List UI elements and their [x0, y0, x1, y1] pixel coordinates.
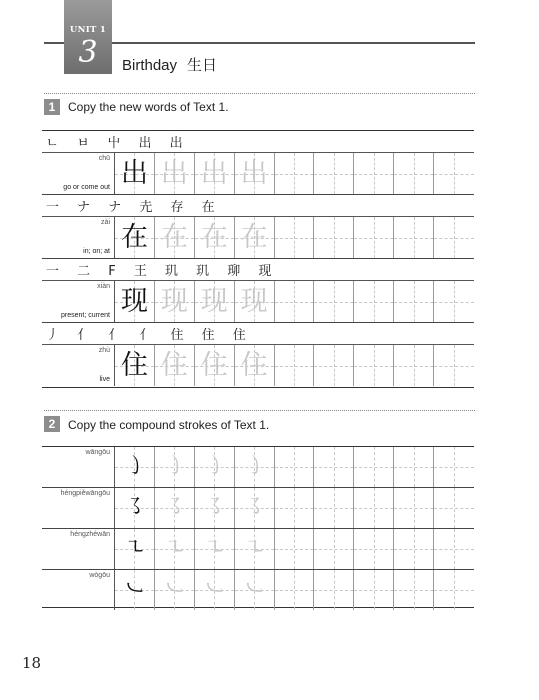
lesson-title-en: Birthday — [122, 57, 178, 74]
stroke-order-row — [42, 131, 474, 153]
trace-stroke: ㇍ — [203, 536, 226, 561]
trace-character: 现 — [160, 286, 188, 317]
trace-stroke: ㇁ — [163, 454, 186, 479]
trace-character: 现 — [200, 286, 228, 317]
english-meaning: go or come out — [63, 184, 110, 191]
section-number-badge: 1 — [44, 99, 60, 115]
model-character: 住 — [120, 350, 148, 381]
practice-cell[interactable] — [314, 488, 354, 528]
stroke-row — [42, 488, 474, 529]
trace-stroke: ㇁ — [203, 454, 226, 479]
character-row — [42, 217, 474, 259]
trace-cell[interactable] — [155, 153, 195, 194]
practice-cell[interactable] — [434, 570, 474, 610]
trace-stroke: ㇃ — [163, 577, 186, 602]
character-row — [42, 153, 474, 195]
practice-cell[interactable] — [394, 488, 434, 528]
stroke-label-cell — [42, 447, 115, 487]
lesson-title-cn: 生日 — [187, 56, 218, 74]
model-character-cell — [115, 281, 155, 322]
practice-cell[interactable] — [354, 217, 394, 258]
practice-cell[interactable] — [354, 529, 394, 569]
stroke-order-sequence: 一 ナ ナ 圥 存 在 — [46, 200, 217, 215]
trace-cell[interactable] — [235, 345, 275, 386]
model-stroke: ㇍ — [123, 536, 146, 561]
practice-cell[interactable] — [354, 447, 394, 487]
lesson-title — [122, 54, 217, 75]
practice-cell[interactable] — [314, 529, 354, 569]
section-divider — [44, 410, 475, 411]
practice-cell[interactable] — [354, 570, 394, 610]
practice-cell[interactable] — [394, 529, 434, 569]
trace-cell[interactable] — [235, 447, 275, 487]
practice-cell[interactable] — [434, 217, 474, 258]
section-instruction: Copy the new words of Text 1. — [68, 100, 229, 114]
trace-stroke: ㇌ — [243, 495, 266, 520]
model-character-cell — [115, 345, 155, 386]
model-character: 在 — [120, 222, 148, 253]
unit-badge — [64, 0, 112, 74]
trace-stroke: ㇌ — [163, 495, 186, 520]
stroke-label-cell — [42, 570, 115, 610]
english-meaning: live — [99, 376, 110, 383]
model-character-cell — [115, 217, 155, 258]
trace-cell[interactable] — [235, 488, 275, 528]
character-practice-grid — [42, 130, 474, 388]
practice-cell[interactable] — [314, 345, 354, 386]
practice-cell[interactable] — [275, 345, 315, 386]
practice-cell[interactable] — [354, 281, 394, 322]
stroke-order-sequence: 丿 亻 亻 亻 住 住 住 — [46, 328, 248, 343]
page-number: 18 — [22, 654, 42, 672]
trace-stroke: ㇃ — [203, 577, 226, 602]
english-meaning: in; on; at — [83, 248, 110, 255]
pinyin: zhù — [98, 347, 110, 354]
practice-cell[interactable] — [314, 447, 354, 487]
stroke-row — [42, 447, 474, 488]
practice-cell[interactable] — [434, 345, 474, 386]
practice-cell[interactable] — [394, 447, 434, 487]
unit-number: 3 — [78, 35, 98, 70]
trace-character: 在 — [200, 222, 228, 253]
stroke-order-row — [42, 259, 474, 281]
stroke-name: héngzhéwān — [70, 531, 110, 538]
practice-cell[interactable] — [275, 447, 315, 487]
trace-cell[interactable] — [195, 217, 235, 258]
practice-cell[interactable] — [314, 217, 354, 258]
stroke-name: héngpiěwāngōu — [60, 490, 110, 497]
practice-cell[interactable] — [275, 488, 315, 528]
stroke-label-cell — [42, 488, 115, 528]
trace-cell[interactable] — [155, 281, 195, 322]
model-stroke: ㇃ — [123, 577, 146, 602]
practice-cell[interactable] — [394, 281, 434, 322]
trace-cell[interactable] — [235, 153, 275, 194]
trace-character: 现 — [240, 286, 268, 317]
trace-character: 在 — [240, 222, 268, 253]
model-stroke-cell — [115, 488, 155, 528]
model-character: 现 — [120, 286, 148, 317]
trace-cell[interactable] — [235, 217, 275, 258]
practice-cell[interactable] — [275, 153, 315, 194]
stroke-order-row — [42, 195, 474, 217]
trace-cell[interactable] — [155, 529, 195, 569]
stroke-row — [42, 529, 474, 570]
practice-cell[interactable] — [434, 529, 474, 569]
unit-label: UNIT 1 — [69, 25, 107, 35]
stroke-name: wògōu — [89, 572, 110, 579]
practice-cell[interactable] — [394, 570, 434, 610]
trace-cell[interactable] — [195, 447, 235, 487]
section-instruction: Copy the compound strokes of Text 1. — [68, 418, 270, 432]
model-stroke-cell — [115, 570, 155, 610]
trace-cell[interactable] — [195, 281, 235, 322]
trace-character: 住 — [200, 350, 228, 381]
practice-cell[interactable] — [434, 488, 474, 528]
practice-cell[interactable] — [314, 153, 354, 194]
trace-cell[interactable] — [155, 447, 195, 487]
model-stroke-cell — [115, 447, 155, 487]
pinyin: chū — [98, 155, 110, 162]
stroke-row — [42, 570, 474, 610]
practice-cell[interactable] — [354, 345, 394, 386]
practice-cell[interactable] — [275, 570, 315, 610]
character-row — [42, 281, 474, 323]
trace-cell[interactable] — [195, 529, 235, 569]
pinyin: xiàn — [97, 283, 110, 290]
section-divider — [44, 93, 475, 94]
stroke-order-sequence: 一 二 F 王 玑 玑 珋 现 — [46, 264, 274, 279]
trace-cell[interactable] — [195, 345, 235, 386]
trace-stroke: ㇍ — [243, 536, 266, 561]
practice-cell[interactable] — [434, 447, 474, 487]
model-stroke-cell — [115, 529, 155, 569]
trace-character: 在 — [160, 222, 188, 253]
trace-cell[interactable] — [235, 529, 275, 569]
stroke-practice-grid — [42, 446, 474, 608]
trace-cell[interactable] — [155, 570, 195, 610]
practice-cell[interactable] — [314, 281, 354, 322]
character-row — [42, 345, 474, 386]
trace-cell[interactable] — [195, 488, 235, 528]
practice-cell[interactable] — [275, 217, 315, 258]
trace-character: 出 — [160, 158, 188, 189]
trace-character: 出 — [240, 158, 268, 189]
trace-cell[interactable] — [155, 217, 195, 258]
trace-cell[interactable] — [195, 570, 235, 610]
section-number-badge: 2 — [44, 416, 60, 432]
trace-cell[interactable] — [155, 345, 195, 386]
trace-stroke: ㇍ — [163, 536, 186, 561]
pinyin: zài — [101, 219, 110, 226]
practice-cell[interactable] — [354, 488, 394, 528]
stroke-order-sequence: ㄴ ㅂ 屮 出 出 — [46, 136, 185, 151]
trace-cell[interactable] — [235, 281, 275, 322]
stroke-name: wāngōu — [85, 449, 110, 456]
practice-cell[interactable] — [434, 281, 474, 322]
trace-character: 住 — [240, 350, 268, 381]
word-label-cell — [42, 281, 115, 322]
trace-character: 住 — [160, 350, 188, 381]
trace-stroke: ㇃ — [243, 577, 266, 602]
practice-cell[interactable] — [275, 281, 315, 322]
trace-cell[interactable] — [195, 153, 235, 194]
practice-cell[interactable] — [275, 529, 315, 569]
model-character-cell — [115, 153, 155, 194]
practice-cell[interactable] — [434, 153, 474, 194]
practice-cell[interactable] — [394, 217, 434, 258]
practice-cell[interactable] — [394, 153, 434, 194]
stroke-label-cell — [42, 529, 115, 569]
trace-stroke: ㇁ — [243, 454, 266, 479]
trace-cell[interactable] — [235, 570, 275, 610]
stroke-order-row — [42, 323, 474, 345]
practice-cell[interactable] — [354, 153, 394, 194]
practice-cell[interactable] — [394, 345, 434, 386]
word-label-cell — [42, 153, 115, 194]
word-label-cell — [42, 345, 115, 386]
trace-stroke: ㇌ — [203, 495, 226, 520]
trace-character: 出 — [200, 158, 228, 189]
model-stroke: ㇁ — [123, 454, 146, 479]
practice-cell[interactable] — [314, 570, 354, 610]
model-stroke: ㇌ — [123, 495, 146, 520]
word-label-cell — [42, 217, 115, 258]
english-meaning: present; current — [60, 312, 110, 319]
model-character: 出 — [120, 158, 148, 189]
trace-cell[interactable] — [155, 488, 195, 528]
